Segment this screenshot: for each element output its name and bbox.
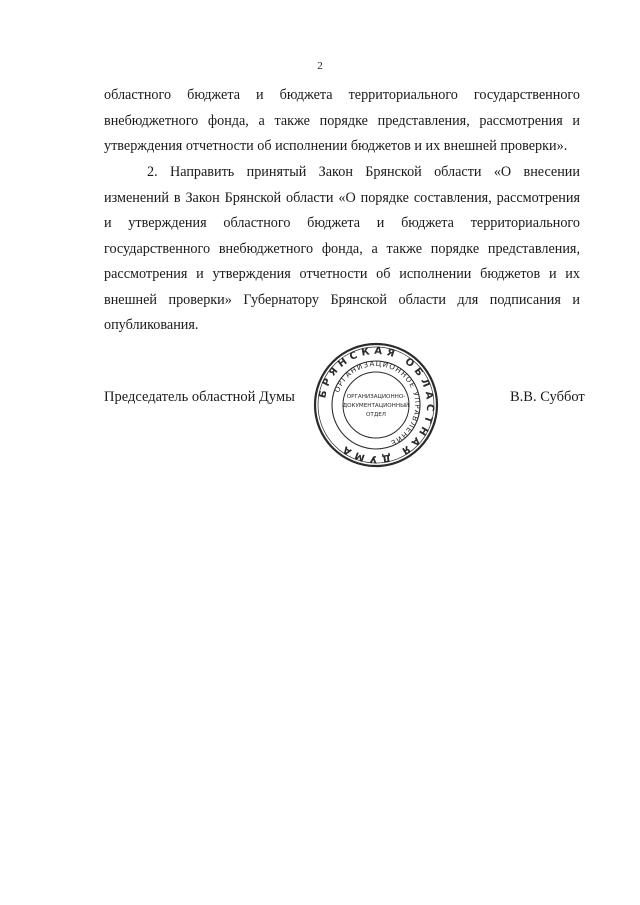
paragraph-2-text: 2. Направить принятый Закон Брянской области «О внесении изменений в Закон Брянской области «О порядке составления, рассмотрения и утверждения областного бюджета и бюджета территориального государственного внебюджетного фонда, а также порядке представления, рассмотрения и утверждения отчетности об исполнении бюджетов и их внешней проверки» Губернатору Брянской области для подписания и опубликования. bbox=[104, 164, 580, 333]
seal-outer-text: БРЯНСКАЯ ОБЛАСТНАЯ ДУМА bbox=[317, 345, 436, 465]
seal-center-line-1: ОРГАНИЗАЦИОННО- bbox=[346, 394, 406, 400]
seal-ring-text: ОРГАНИЗАЦИОННОЕ УПРАВЛЕНИЕ bbox=[332, 358, 423, 449]
official-seal bbox=[312, 341, 440, 469]
seal-center-line-3: ОТДЕЛ bbox=[366, 412, 386, 418]
paragraph-2 bbox=[104, 160, 580, 339]
signer-title: Председатель областной Думы bbox=[104, 389, 295, 405]
paragraph-1-text: областного бюджета и бюджета территориального государственного внебюджетного фонда, а также порядке представления, рассмотрения и утверждения отчетности об исполнении бюджетов и их внешней проверки». bbox=[104, 87, 580, 154]
seal-center-line-2: ДОКУМЕНТАЦИОННЫЙ bbox=[342, 403, 410, 409]
paragraph-continuation bbox=[104, 83, 580, 160]
signer-name: В.В. Суббот bbox=[510, 389, 585, 405]
page-number: 2 bbox=[317, 60, 323, 72]
